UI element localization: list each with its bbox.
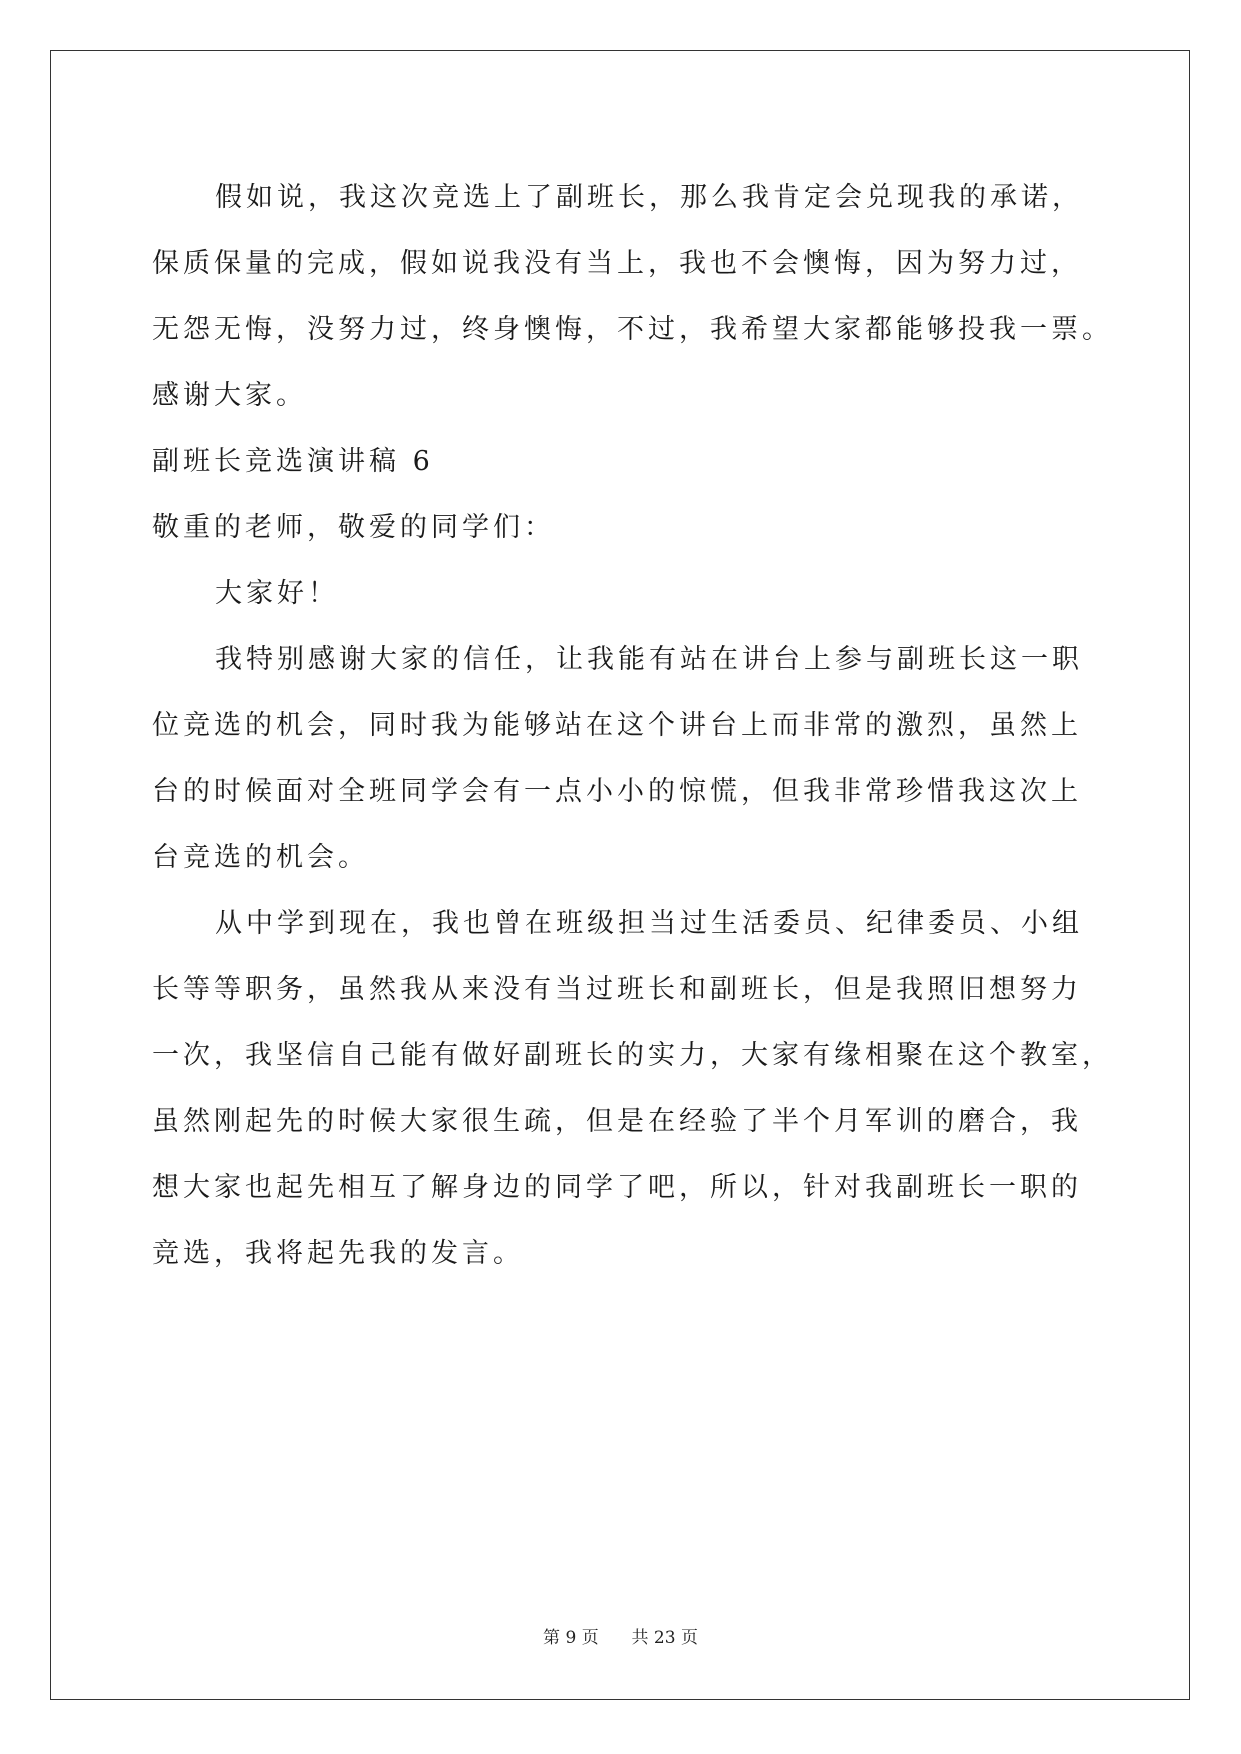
text-line: 无怨无悔，没努力过，终身懊悔，不过，我希望大家都能够投我一票。 (152, 314, 1113, 345)
text-line: 长等等职务，虽然我从来没有当过班长和副班长，但是我照旧想努力 (152, 974, 1082, 1005)
page-number: 9 (565, 1628, 577, 1648)
text-line: 大家好！ (215, 578, 339, 609)
text-line: 位竞选的机会，同时我为能够站在这个讲台上而非常的激烈，虽然上 (152, 710, 1082, 741)
paragraph (152, 429, 1122, 495)
text-line: 假如说，我这次竞选上了副班长，那么我肯定会兑现我的承诺， (215, 182, 1083, 213)
text-line: 保质保量的完成，假如说我没有当上，我也不会懊悔，因为努力过， (152, 248, 1082, 279)
document-body (152, 165, 1122, 1287)
text-line: 台竞选的机会。 (152, 842, 369, 873)
page-footer (0, 1623, 1241, 1648)
total-pages-suffix: 页 (680, 1628, 698, 1648)
paragraph (152, 495, 1122, 561)
text-line: 我特别感谢大家的信任，让我能有站在讲台上参与副班长这一职 (215, 644, 1083, 675)
paragraph (152, 165, 1122, 429)
paragraph (152, 891, 1122, 1287)
text-line: 敬重的老师，敬爱的同学们： (152, 512, 555, 543)
text-line: 台的时候面对全班同学会有一点小小的惊慌，但我非常珍惜我这次上 (152, 776, 1082, 807)
text-line: 副班长竞选演讲稿 6 (152, 446, 434, 477)
text-line: 想大家也起先相互了解身边的同学了吧，所以，针对我副班长一职的 (152, 1172, 1082, 1203)
text-line: 虽然刚起先的时候大家很生疏，但是在经验了半个月军训的磨合，我 (152, 1106, 1082, 1137)
page-number-prefix: 第 (543, 1628, 561, 1648)
text-line: 一次，我坚信自己能有做好副班长的实力，大家有缘相聚在这个教室， (152, 1040, 1113, 1071)
total-pages-prefix: 共 (631, 1628, 649, 1648)
paragraph (152, 561, 1122, 627)
page-number-suffix: 页 (581, 1628, 599, 1648)
paragraph (152, 627, 1122, 891)
text-line: 竞选，我将起先我的发言。 (152, 1238, 524, 1269)
text-line: 感谢大家。 (152, 380, 307, 411)
text-line: 从中学到现在，我也曾在班级担当过生活委员、纪律委员、小组 (215, 908, 1083, 939)
total-pages: 23 (653, 1628, 676, 1648)
